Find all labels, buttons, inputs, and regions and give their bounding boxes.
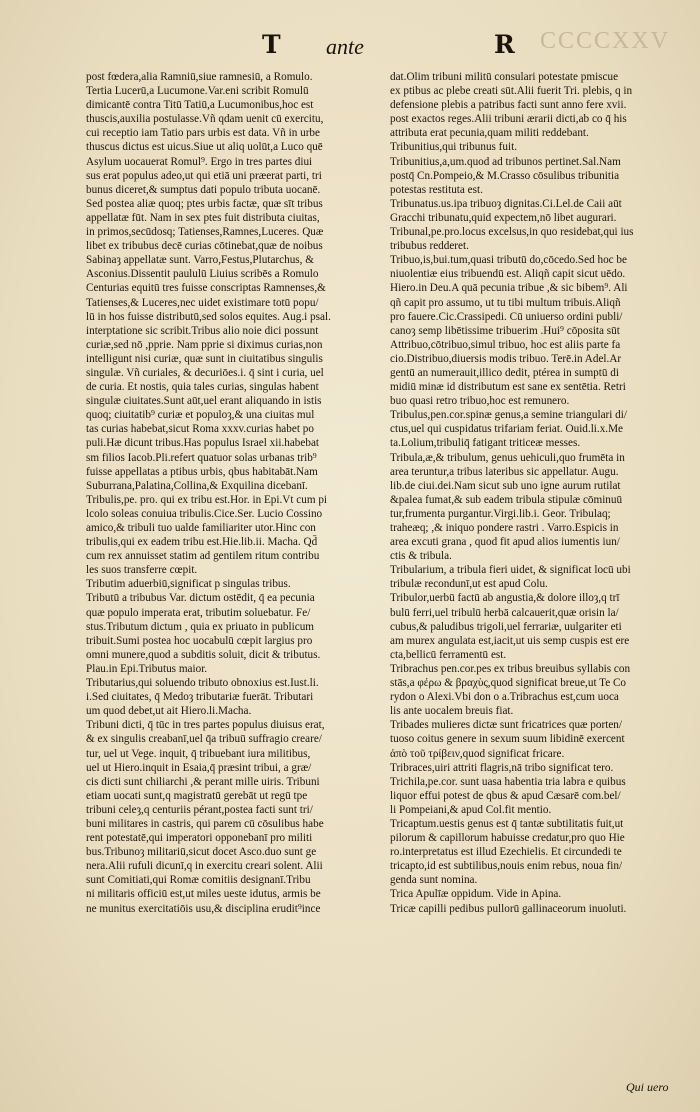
text-line: liquor effui potest de qbus & apud Cæsarē com.bel/ — [390, 789, 621, 802]
text-line: Hiero.in Deu.A quā pecunia tribue ,& sic bibem⁹. Ali — [390, 282, 628, 295]
text-line: Centurias equitū tres fuisse conscriptas Ramnenses,& — [86, 282, 326, 295]
text-line: Tributarius,qui soluendo tributo obnoxius est.Iust.li. — [86, 677, 319, 690]
text-line: Trica Apulīæ oppidum. Vide in Apina. — [390, 888, 562, 901]
text-line: Tribunatus.us.ipa tribuoȝ dignitas.Ci.Lel.de Caii aūt — [390, 197, 622, 210]
text-line: Asconius.Dissentit paululū Liuius scribēs a Romulo — [86, 268, 319, 281]
text-line: amico,& tribuli tuo ualde familiariter utor.Hinc con — [86, 522, 316, 534]
text-line: Tribulis,pe. pro. qui ex tribu est.Hor. in Epi.Vt cum pi — [86, 493, 328, 506]
text-line: midiū minæ id distributum est sane ex sentētia. Retri — [390, 381, 626, 394]
text-line: ta.Lolium,tribuliq̄ fatigant triticeæ messes. — [390, 437, 581, 450]
text-line: gentū an numerauit,illico dedit, ptérea in sumptū di — [390, 366, 619, 379]
text-line: lū in hos fuisse distributū,sed solos equites. Aug.i psal. — [86, 310, 331, 323]
text-line: tur, uel ut Vege. inquit, q̄ tribuebant iura militibus, — [86, 747, 311, 760]
text-line: Attribuo,cōtribuo,simul tribuo, hoc est aliis parte fa — [390, 338, 621, 351]
text-line: area teruntur,a tribus lateribus sic appellatur. Augu. — [390, 465, 619, 478]
text-line: buni militares in castris, qui parem cū cōsulibus habe — [86, 817, 324, 830]
text-line: Tribunitius,qui tribunus fuit. — [390, 141, 518, 154]
text-line: curiæ,sed nō ,pprie. Nam pprie si diximus curias,non — [86, 338, 323, 351]
text-line: sunt Comitiati,qui Romæ comitiis designanī.Tribu — [86, 874, 311, 887]
text-line: ctis & tribula. — [390, 550, 452, 563]
text-line: traheæq; ,& iniquo pondere rastri . Varro.Espicis in — [390, 522, 619, 534]
text-line: defensione plebis a patribus facti sunt anno fere xvii. — [390, 99, 627, 112]
text-line: tribuit.Sumi postea hoc uocabulū cœpit largius pro — [86, 634, 313, 647]
text-line: singulæ ciuitates.Sunt aūt,uel erant aliquando in istis — [86, 395, 322, 408]
text-line: post fœdera,alia Ramniū,siue ramnesiū, a Romulo. — [86, 71, 313, 83]
text-line: niuolentiæ eius tribuendū est. Aliqñ capit sicut uēdo. — [390, 268, 626, 281]
text-line: pro fauere.Cic.Crassipedi. Cū uniuerso ordini publi/ — [390, 310, 623, 323]
text-line: Tribrachus pen.cor.pes ex tribus breuibus syllabis con — [390, 662, 631, 675]
text-line: rydon o Alexi.Vbi don o a.Tribrachus est,cum uoca — [390, 691, 619, 704]
text-line: interptatione sic scribit.Tribus alio noie dici possunt — [86, 324, 319, 337]
text-line: dat.Olim tribuni militū consulari potestate pmiscue — [390, 71, 619, 83]
text-line: libet ex tribubus decē curias cōtinebat,quæ de noibus — [86, 240, 323, 253]
header-letter: R — [494, 30, 515, 59]
text-line: post exactos reges.Alii tribuni ærarii dicti,ab co q̄ his — [390, 113, 627, 126]
text-line: nera.Alii rufuli dicunī,q in exercitu creari solent. Alii — [86, 860, 323, 873]
text-line: sus erat populus adeo,ut qui etiā uni præerat parti, tri — [86, 169, 322, 182]
text-line: potestas restituta est. — [390, 183, 483, 196]
text-line: Tribularium, a tribula fieri uidet, & significat locū ubi — [390, 564, 631, 577]
text-line: pilorum & capillorum habuisse credatur,pro quo Hie — [390, 832, 625, 845]
text-line: Suburrana,Palatina,Collina,& Exquilina dicebanī. — [86, 479, 308, 492]
text-line: uel ut Hiero.inquit in Esaia,q̄ præsint tribui, a græ/ — [86, 761, 312, 774]
text-line: de curia. Et nostis, quia tales curias, singulas habent — [86, 381, 319, 394]
text-line: lcolo soleas conuiua tribulis.Cice.Ser. Lucio Cossino — [86, 507, 323, 520]
text-line: Tribuni dicti, q̄ tūc in tres partes populus diuisus erat, — [86, 719, 325, 732]
text-line: singulæ. Vñ curiales, & decuriōes.i. q̄ sint i curia, uel — [86, 366, 324, 379]
text-line: Sabinaȝ appellatæ sunt. Varro,Festus,Plutarchus, & — [86, 254, 314, 267]
text-line: Tribraces,uiri attriti flagris,nā tribo significat tero. — [390, 761, 614, 774]
text-line: bus.Tribunoȝ militariū,sicut docet Asco.duo sunt ge — [86, 846, 317, 859]
text-line: cis dicti sunt chiliarchi ,& perant mille uiris. Tribuni — [86, 775, 320, 788]
text-line: rent potestatē,qui imperatori opponebanī pro militi — [86, 832, 313, 845]
text-line: ctus,uel qui cuspidatus trifariam feriat. Ouid.li.x.Me — [390, 423, 624, 436]
text-line: ex ptibus ac plebe creati sūt.Alii fuerit Tri. plebis, q in — [390, 85, 633, 98]
text-line: tribubus redderet. — [390, 240, 469, 253]
text-line: Tributū a tribubus Var. dictum ostēdit, q̄ ea pecunia — [86, 592, 315, 605]
text-line: Tribulor,uerbū factū ab angustia,& dolore illoȝ,q trī — [390, 592, 620, 605]
text-line: Tertia Lucerū,a Lucumone.Var.eni scribit Romulū — [86, 85, 309, 98]
text-line: ro.interpretatus est illud Ezechielis. Et circundedi te — [390, 846, 622, 859]
text-line: cui receptio iam Tatio pars urbis est data. Vñ in urbe — [86, 127, 320, 140]
text-line: postq̄ Cn.Pompeio,& M.Crasso cōsulibus tribunitia — [390, 169, 620, 182]
text-line: Tribuo,is,bui.tum,quasi tributū do,cōcedo.Sed hoc be — [390, 254, 627, 267]
text-line: li Pompeiani,& apud Col.fit mentio. — [390, 803, 552, 816]
text-line: intelligunt nisi curiæ, quæ sunt in ciuitatibus singulis — [86, 352, 323, 365]
text-line: Tatienses,& Luceres,nec uidet existimare totū popu/ — [86, 296, 319, 309]
text-line: tur,frumenta purgantur.Virgi.lib.i. Geor. Tribulaq; — [390, 507, 611, 520]
text-line: i.Sed ciuitates, q̄ Medoȝ tributariæ fuerāt. Tributari — [86, 691, 314, 704]
text-line: Tribunitius,a,um.quod ad tribunos pertinet.Sal.Nam — [390, 155, 621, 168]
text-line: ἀπὸ τοῦ τρίβειν,quod significat fricare. — [390, 747, 565, 760]
text-line: bulū ferri,uel tribulū herbā calcauerit,quæ orisin la/ — [390, 606, 619, 619]
catchword: Qui uero — [626, 1080, 669, 1094]
text-line: Tribula,æ,& tribulum, genus uehiculi,quo frumēta in — [390, 451, 625, 464]
text-line: area excuti grana , quod fit apud alios iumentis iun/ — [390, 536, 620, 549]
text-line: &palea fumat,& sub eadem tribula stipulæ cōminuū — [390, 493, 623, 506]
text-line: tribulis,qui ex eadem tribu est.Hie.lib.ii. Macha. Qd̄ — [86, 536, 318, 549]
text-line: omni munere,quod a subditis soluit, dicit & tributus. — [86, 648, 321, 661]
header-word: ante — [326, 34, 364, 59]
text-line: cio.Distribuo,diuersis modis tribuo. Terē.in Adel.Ar — [390, 352, 622, 365]
folio-number: CCCCXXV — [540, 28, 671, 54]
text-line: tribuni celeȝ,q centuriis pérant,postea facti sunt tri/ — [86, 803, 313, 816]
text-line: Tribades mulieres dictæ sunt fricatrices quæ porten/ — [390, 719, 622, 732]
text-line: am murex angulata est,iacit,ut uis semp cuspis est ere — [390, 634, 630, 647]
text-line: & ex singulis creabanī,uel q̄a tribuū suffragio creare/ — [86, 733, 322, 746]
text-line: Sed postea aliæ quoq; ptes urbis factæ, quæ sīt tribus — [86, 197, 323, 210]
text-line: cum rex annuisset statim ad gentilem ritum contribu — [86, 550, 320, 563]
text-line: qñ capit pro assumo, ut tu tibi multum tribuis.Aliqñ — [390, 296, 621, 309]
text-line: lib.de ciui.dei.Nam sicut sub uno igne aurum rutilat — [390, 479, 621, 492]
text-line: Tribunal,pe.pro.locus excelsus,in quo residebat,qui ius — [390, 226, 634, 239]
text-line: bunus diceret,& sumptus dati populo tributa uocanē. — [86, 183, 321, 196]
text-line: puli.Hæ dicunt tribus.Has populus Israel xii.habebat — [86, 437, 320, 450]
text-line: sm filios Iacob.Pli.refert quatuor solas urbanas trib⁹ — [86, 451, 317, 464]
text-line: tuoso coitus genere in sexum suum libidinē exercent — [390, 733, 625, 746]
text-line: um quod debet,ut ait Hiero.li.Macha. — [86, 705, 252, 718]
text-line: ni militaris officiū est,ut miles ueste idutus, armis be — [86, 888, 321, 901]
left-text-column — [86, 70, 386, 916]
text-line: Tricæ capilli pedibus pullorū gallinaceorum inuoluti. — [390, 902, 627, 915]
header-section-initial: T — [262, 30, 282, 59]
right-text-column — [390, 70, 680, 916]
text-line: cta,bellicū ferramentū est. — [390, 648, 507, 661]
text-line: in primos,secūdosq; Tatienses,Ramnes,Luceres. Quæ — [86, 226, 324, 239]
text-line: ne munitus exercitatiōis usu,& disciplina erudit⁹ince — [86, 902, 321, 915]
text-line: Asylum uocauerat Romul⁹. Ergo in tres partes diui — [86, 155, 313, 168]
text-line: Plau.in Epi.Tributus maior. — [86, 662, 208, 675]
text-line: stās,a φέρω & βραχὺς,quod significat breue,ut Te Co — [390, 677, 627, 690]
text-line: buo quasi retro tribuo,hoc est remunero. — [390, 395, 570, 408]
text-line: attributa erat pecunia,quam militi reddebant. — [390, 127, 589, 140]
text-line: tricapto,id est subtilibus,nouis enim rebus, noua fin/ — [390, 860, 623, 873]
text-line: les suos transferre cœpit. — [86, 564, 198, 577]
text-line: genda sunt nomina. — [390, 874, 478, 887]
text-line: quoq; ciuitatib⁹ curiæ et populoȝ,& una ciuitas mul — [86, 409, 315, 422]
running-header — [0, 26, 700, 66]
text-line: thuscis,auxilia postulasse.Vñ qdam uenit cū exercitu, — [86, 113, 324, 126]
text-line: cubus,& paludibus trigoli,uel ferrariæ, uulgariter eti — [390, 620, 622, 633]
text-line: tas curias habebat,sicut Roma xxxv.curias habet po — [86, 423, 314, 436]
text-line: etiam uocati sunt,q magistratū gerebāt ut regū tpe — [86, 789, 308, 802]
text-line: quæ populo imperata erat, tributim soluebatur. Fe/ — [86, 606, 311, 619]
text-line: lis ante uocalem breuis fiat. — [390, 705, 514, 718]
text-line: Tricaptum.uestis genus est q̄ tantæ subtilitatis fuit,ut — [390, 817, 624, 830]
text-line: Gracchi tribunatu,quid expectem,nō libet augurari. — [390, 211, 617, 224]
text-line: Trichila,pe.cor. sunt uasa habentia tria labra e quibus — [390, 775, 626, 788]
text-line: thuscus dictus est uicus.Siue ut aliq uolūt,a Luco quē — [86, 141, 323, 154]
text-line: canoȝ semp libētissime tribuerim .Hui⁹ cōposita sūt — [390, 324, 620, 337]
text-line: dimicantē contra Titū Tatiū,a Lucumonibus,hoc est — [86, 99, 314, 112]
text-line: tribulæ recondunī,ut est apud Colu. — [390, 578, 548, 591]
text-line: stus.Tributum dictum , quia ex priuato in publicum — [86, 620, 314, 633]
text-line: fuisse appellatas a ptibus urbis, qbus habitabāt.Nam — [86, 465, 318, 478]
text-line: Tributim aduerbiū,significat p singulas tribus. — [86, 578, 291, 591]
text-line: Tribulus,pen.cor.spinæ genus,a semine triangulari di/ — [390, 409, 627, 422]
text-line: appellatæ fūt. Nam in sex ptes fuit distributa ciuitas, — [86, 211, 320, 224]
